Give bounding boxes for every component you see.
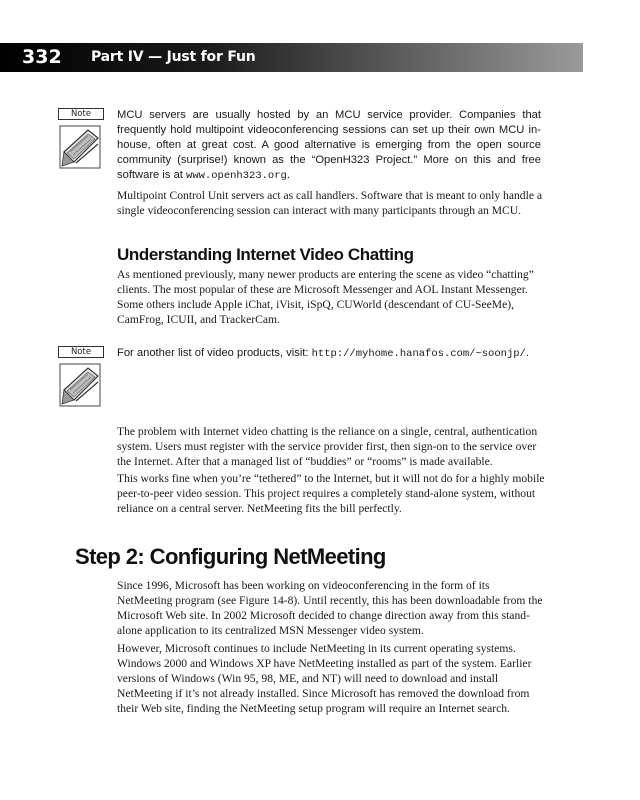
note-icon — [58, 108, 106, 172]
paragraph-chat: As mentioned previously, many newer products are entering the scene as video “chatting” clients. The most popular of these are Microsoft Messenger and AOL Instant Messenger. Some others include Apple iChat, iVisit, iSpQ, CUWorld (descendant of CU-SeeMe), CamFrog, ICUII, and TrackerCam. — [117, 268, 534, 326]
note-url: http://myhome.hanafos.com/~soonjp/ — [311, 348, 526, 360]
page-number: 332 — [22, 46, 62, 68]
note-text-end: . — [286, 169, 290, 181]
paragraph-problem: The problem with Internet video chatting is the reliance on a single, central, authentication system. Users must register with the service provider first, then sign-on to the service over the Internet. After that a managed list of “buddies” or “rooms” is made available. — [117, 425, 538, 468]
step-heading: Step 2: Configuring NetMeeting — [75, 544, 386, 569]
paragraph-tethered: This works fine when you’re “tethered” to the Internet, but it will not do for a highly mobile peer-to-peer video session. This project requires a completely stand-alone system, without reliance on a central server. NetMeeting fits the bill perfectly. — [117, 472, 545, 515]
header-bar — [0, 43, 583, 72]
note-icon — [58, 346, 106, 410]
notepad-pencil-icon — [58, 360, 106, 410]
paragraph-since: Since 1996, Microsoft has been working on videoconferencing in the form of its NetMeeting program (see Figure 14-8). Until recently, this has been downloadable from the Microsoft Web site. In 2002 Microsoft decided to change direction away from this stand-alone application to its centralized MSN Messenger video system. — [117, 579, 543, 637]
note-text — [117, 108, 541, 184]
part-title: Part IV — Just for Fun — [91, 49, 256, 65]
note-text — [117, 346, 541, 362]
paragraph-mcu: Multipoint Control Unit servers act as call handlers. Software that is meant to only handle a single videoconferencing session can interact with many participants through an MCU. — [117, 189, 543, 217]
note-url: www.openh323.org — [186, 170, 287, 182]
note-text-end: . — [525, 347, 529, 359]
note-text-body: For another list of video products, visit: — [117, 347, 312, 359]
notepad-pencil-icon — [58, 122, 106, 172]
paragraph-however: However, Microsoft continues to include NetMeeting in its current operating systems. Windows 2000 and Windows XP have NetMeeting installed as part of the system. Earlier versions of Windows (Win 95, 98, ME, and NT) will need to download and install NetMeeting if it’s not already installed. Since Microsoft has removed the download from their Web site, finding the NetMeeting setup program will require an Internet search. — [117, 642, 532, 715]
note-label: Note — [58, 108, 104, 120]
note-text-body: MCU servers are usually hosted by an MCU service provider. Companies that frequently hold multipoint videoconferencing sessions can set up their own MCU in-house, often at great cost. A good alternative is emerging from the open source community (surprise!) known as the “OpenH323 Project.” More on this and free software is at — [117, 109, 541, 181]
note-label: Note — [58, 346, 104, 358]
section-heading: Understanding Internet Video Chatting — [117, 245, 414, 264]
